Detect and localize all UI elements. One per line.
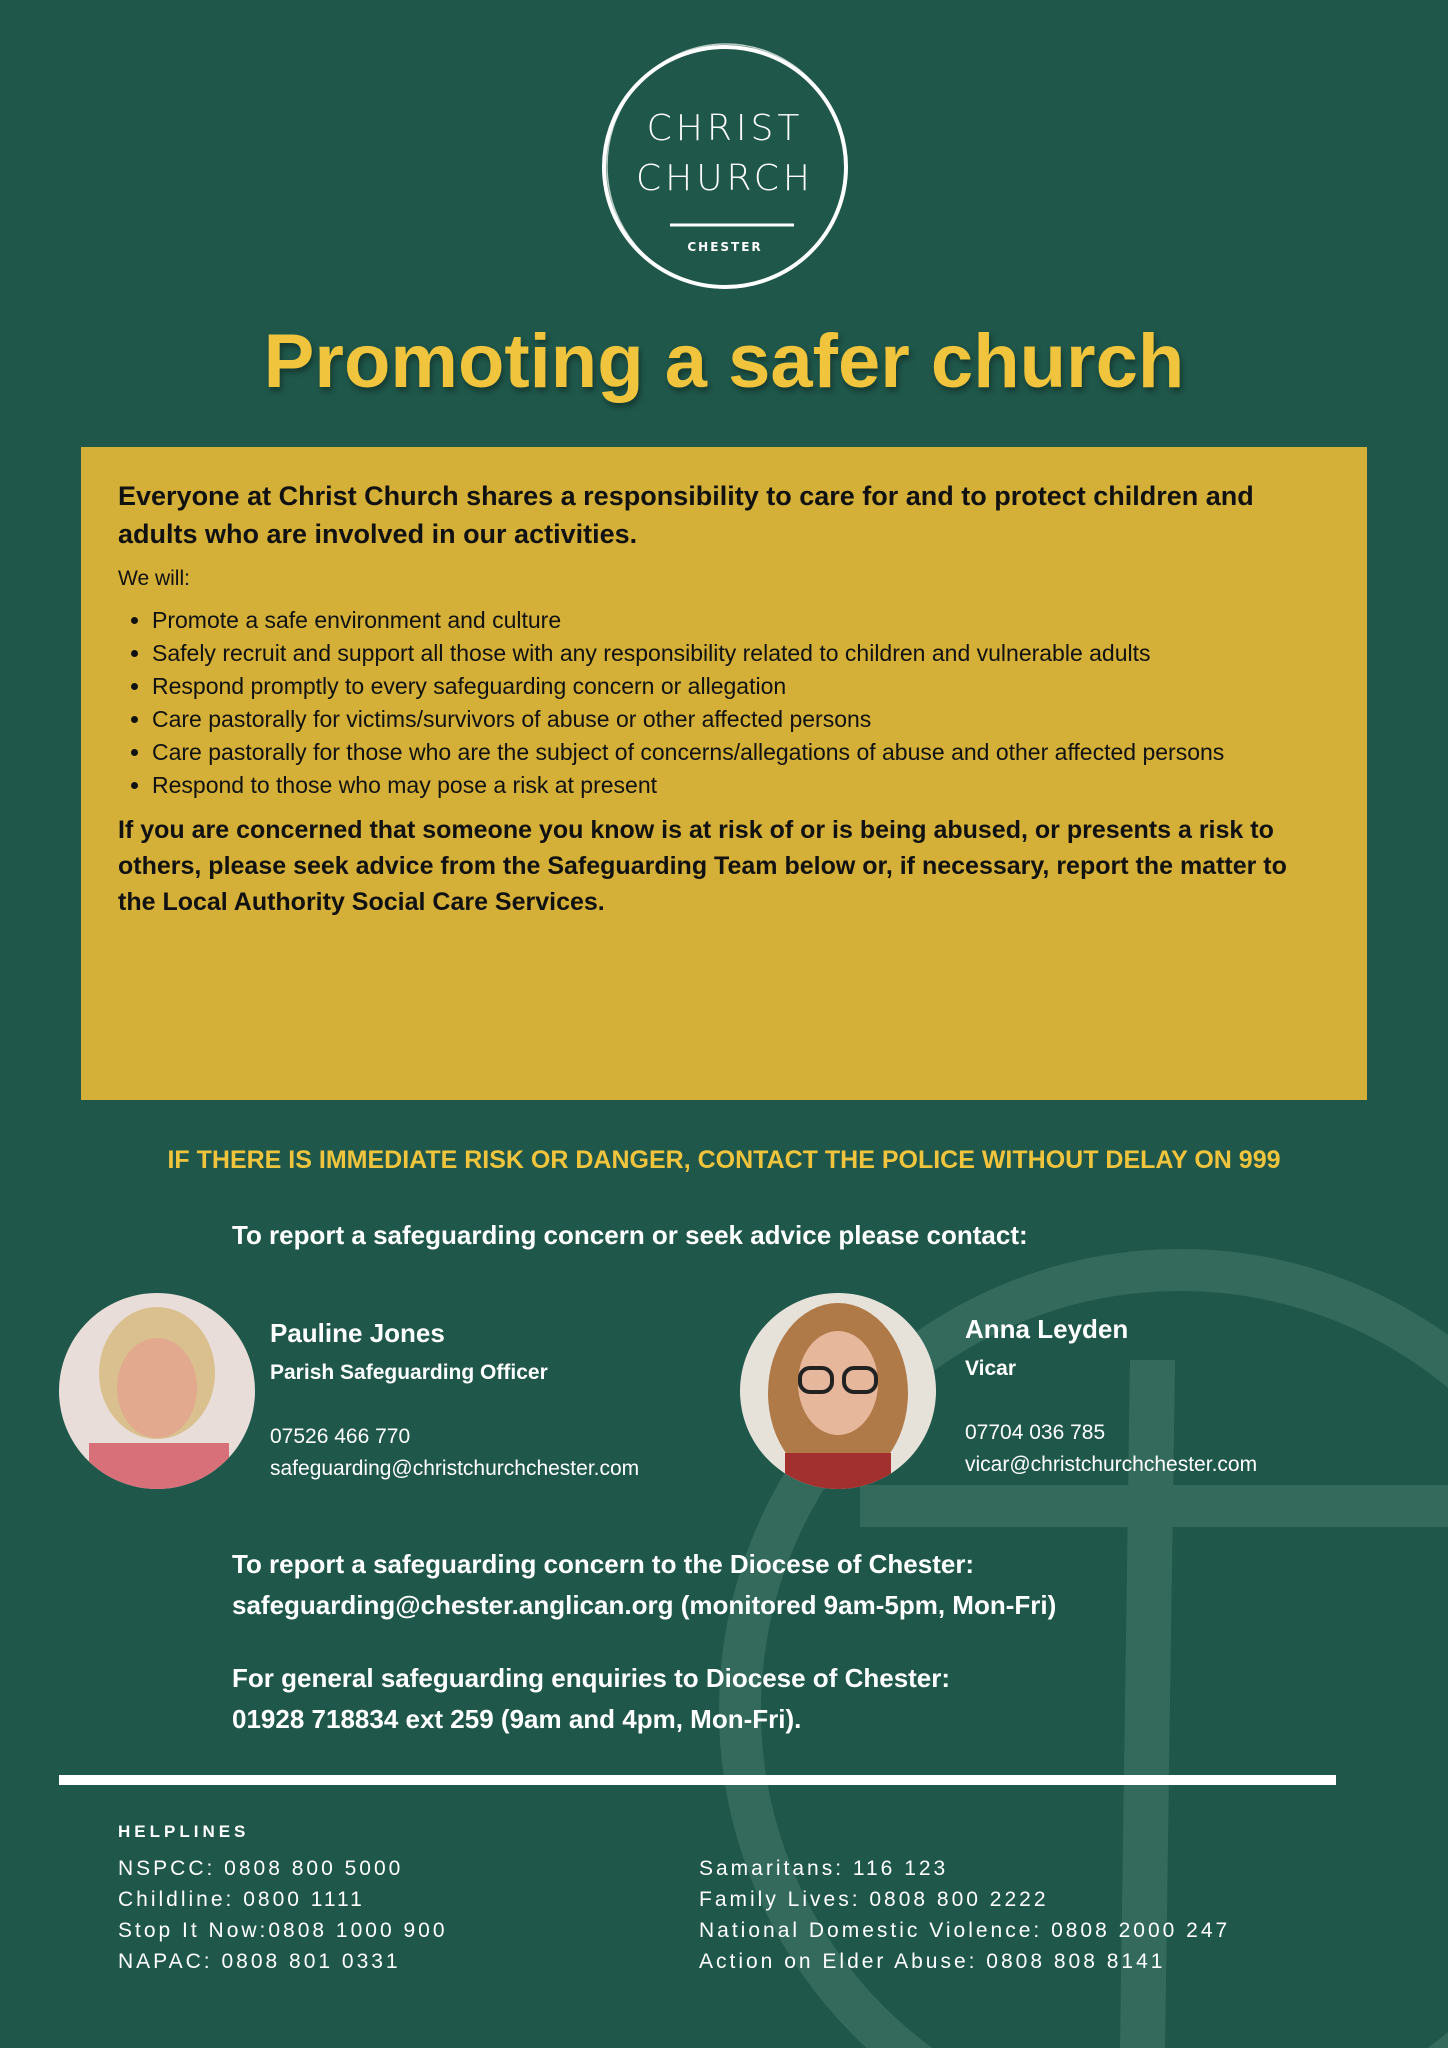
contact-phone[interactable]: 07526 466 770 bbox=[270, 1425, 411, 1448]
helplines-heading: HELPLINES bbox=[118, 1822, 250, 1841]
box-lead: Everyone at Christ Church shares a responsibility to care for and to protect children and adults who are involved in our activities. bbox=[118, 481, 1254, 549]
diocese-general-line-1: For general safeguarding enquiries to Diocese of Chester: bbox=[232, 1663, 951, 1693]
commitment-list bbox=[152, 605, 1330, 800]
contact-anna-leyden bbox=[965, 1314, 1257, 1481]
diocese-report-email[interactable]: safeguarding@chester.anglican.org (monitored 9am-5pm, Mon-Fri) bbox=[232, 1590, 1057, 1620]
list-item: • Safely recruit and support all those with any responsibility related to children and vulnerable adults bbox=[152, 638, 1330, 668]
helpline-item: National Domestic Violence: 0808 2000 247 bbox=[699, 1919, 1231, 1942]
contact-name: Pauline Jones bbox=[270, 1318, 445, 1348]
diocese-report-line-1: To report a safeguarding concern to the Diocese of Chester: bbox=[232, 1549, 975, 1579]
diocese-general bbox=[232, 1658, 950, 1740]
helplines-right bbox=[699, 1853, 1230, 1977]
we-will-label: We will: bbox=[118, 567, 190, 590]
contact-role: Parish Safeguarding Officer bbox=[270, 1361, 548, 1384]
commitment-box bbox=[81, 447, 1367, 1100]
helpline-item: Family Lives: 0808 800 2222 bbox=[699, 1888, 1049, 1911]
logo-line-1: CHRIST bbox=[646, 108, 804, 149]
christ-church-logo bbox=[598, 42, 852, 292]
list-item: • Promote a safe environment and culture bbox=[152, 605, 1330, 635]
logo-line-2: CHURCH bbox=[636, 158, 814, 199]
list-item: • Respond to those who may pose a risk at present bbox=[152, 770, 1330, 800]
helplines-left bbox=[118, 1853, 448, 1977]
diocese-general-phone: 01928 718834 ext 259 (9am and 4pm, Mon-Fri). bbox=[232, 1704, 802, 1734]
contact-phone[interactable]: 07704 036 785 bbox=[965, 1421, 1106, 1444]
helpline-item: Samaritans: 116 123 bbox=[699, 1857, 949, 1880]
danger-notice: IF THERE IS IMMEDIATE RISK OR DANGER, CONTACT THE POLICE WITHOUT DELAY ON 999 bbox=[167, 1146, 1281, 1174]
helpline-item: Stop It Now:0808 1000 900 bbox=[118, 1919, 448, 1942]
box-closing: If you are concerned that someone you know is at risk of or is being abused, or presents a risk to others, please seek advice from the Safeguarding Team below or, if necessary, report the matter to the Local Authority Social Care Services. bbox=[118, 816, 1287, 916]
helpline-item: Action on Elder Abuse: 0808 808 8141 bbox=[699, 1950, 1166, 1973]
contact-email[interactable]: safeguarding@christchurchchester.com bbox=[270, 1457, 640, 1480]
helpline-item: NAPAC: 0808 801 0331 bbox=[118, 1950, 401, 1973]
list-item: • Care pastorally for victims/survivors of abuse or other affected persons bbox=[152, 704, 1330, 734]
avatar-pauline-jones bbox=[59, 1293, 255, 1489]
contact-name: Anna Leyden bbox=[965, 1314, 1129, 1344]
diocese-report bbox=[232, 1544, 1056, 1626]
list-item: • Respond promptly to every safeguarding concern or allegation bbox=[152, 671, 1330, 701]
divider bbox=[59, 1775, 1336, 1785]
page-title: Promoting a safer church bbox=[263, 319, 1185, 404]
contact-pauline-jones bbox=[270, 1318, 639, 1485]
contact-email[interactable]: vicar@christchurchchester.com bbox=[965, 1453, 1258, 1476]
helpline-item: NSPCC: 0808 800 5000 bbox=[118, 1857, 404, 1880]
avatar-anna-leyden bbox=[740, 1293, 936, 1489]
contact-role: Vicar bbox=[965, 1357, 1016, 1380]
logo-line-3: CHESTER bbox=[687, 240, 763, 254]
report-heading: To report a safeguarding concern or seek advice please contact: bbox=[232, 1220, 1028, 1250]
list-item: • Care pastorally for those who are the subject of concerns/allegations of abuse and other affected persons bbox=[152, 737, 1330, 767]
helpline-item: Childline: 0800 1111 bbox=[118, 1888, 365, 1911]
